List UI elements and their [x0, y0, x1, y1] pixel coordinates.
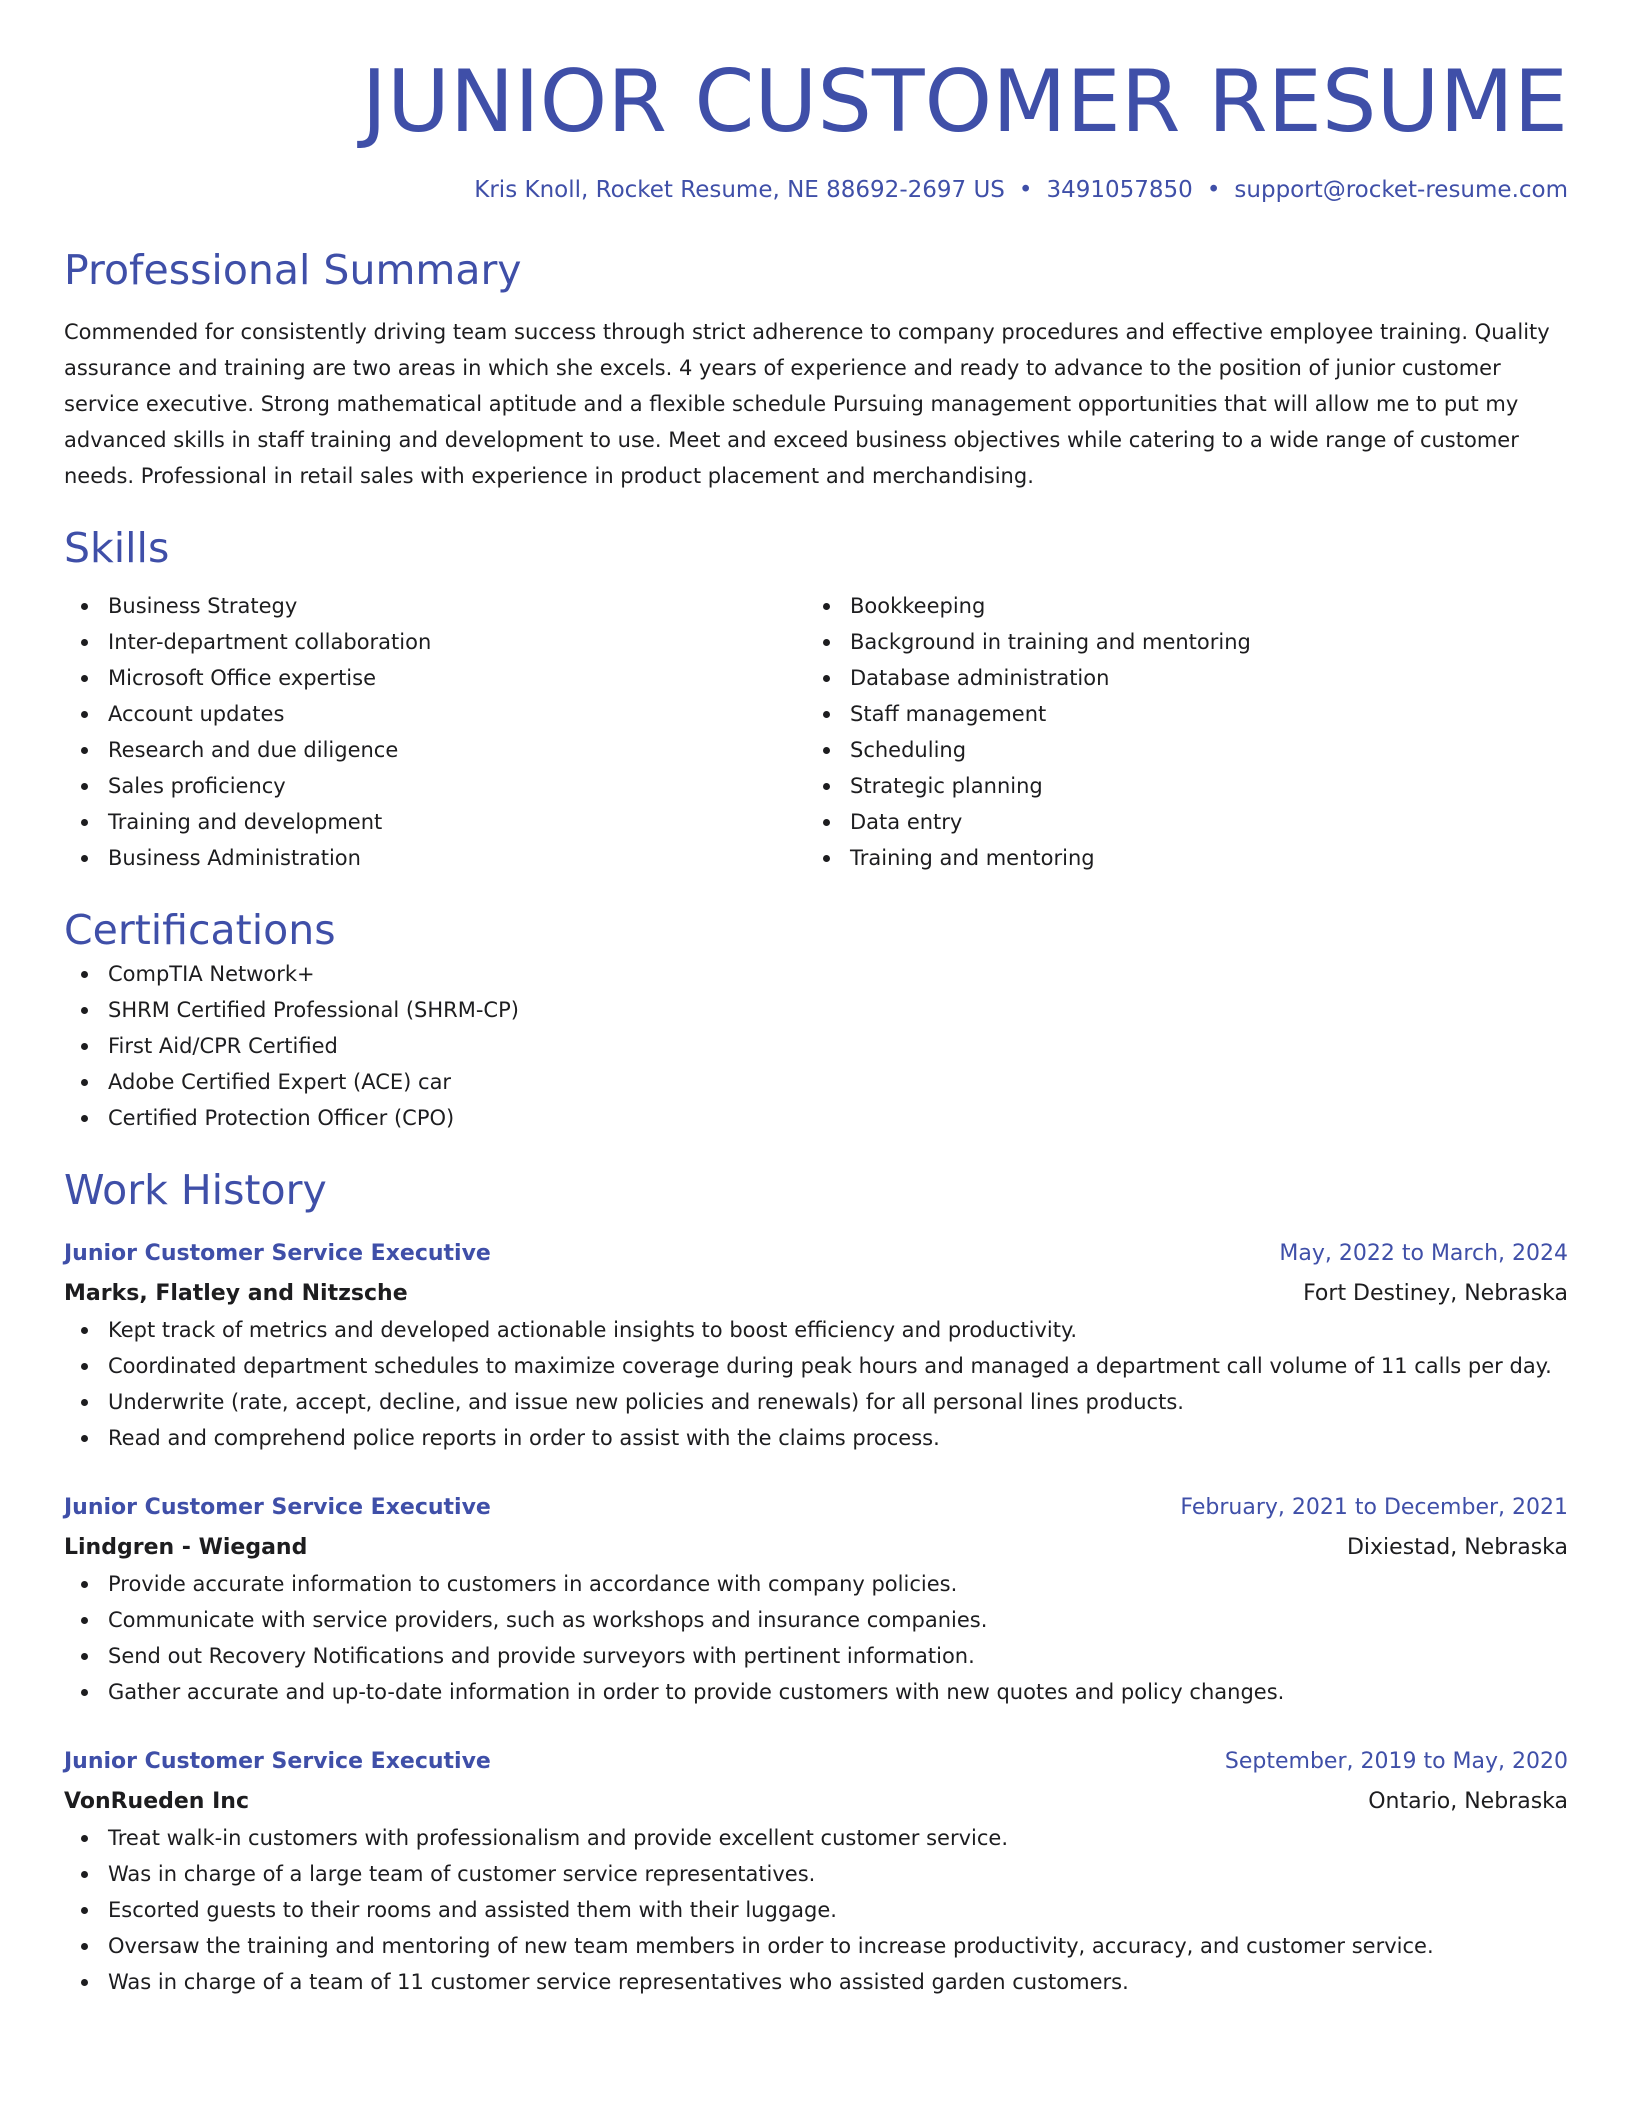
skill-item: Research and due diligence: [108, 732, 806, 768]
job-entry: [64, 1236, 1568, 1456]
job-bullet: Was in charge of a large team of customer service representatives.: [108, 1856, 1568, 1892]
skill-item: Business Strategy: [108, 588, 806, 624]
skills-column-left: [64, 588, 806, 876]
job-bullet: Underwrite (rate, accept, decline, and issue new policies and renewals) for all personal lines products.: [108, 1384, 1568, 1420]
summary-text: Commended for consistently driving team success through strict adherence to company procedures and effective employee training. Quality assurance and training are two areas in which she excels. 4 years of experience and ready to advance to the position of junior customer service executive. Strong mathematical aptitude and a flexible schedule Pursuing management opportunities that will allow me to put my advanced skills in staff training and development to use. Meet and exceed business objectives while catering to a wide range of customer needs. Professional in retail sales with experience in product placement and merchandising.: [64, 320, 1550, 488]
skill-item: Sales proficiency: [108, 768, 806, 804]
contact-separator: •: [1018, 177, 1033, 203]
job-role: Junior Customer Service Executive: [64, 1749, 491, 1774]
contact-phone: 3491057850: [1046, 177, 1193, 203]
job-company: Marks, Flatley and Nitzsche: [64, 1281, 408, 1306]
skill-item: Microsoft Office expertise: [108, 660, 806, 696]
job-dates: February, 2021 to December, 2021: [1180, 1495, 1568, 1520]
job-header: [64, 1490, 1568, 1526]
skills-column-right: [806, 588, 1548, 876]
job-bullet: Oversaw the training and mentoring of new team members in order to increase productivity, accuracy, and customer service.: [108, 1928, 1568, 1964]
job-bullet: Gather accurate and up-to-date information in order to provide customers with new quotes and policy changes.: [108, 1674, 1568, 1710]
section-title-work-history: Work History: [64, 1166, 327, 1214]
skill-item: Training and development: [108, 804, 806, 840]
skill-item: Account updates: [108, 696, 806, 732]
job-subheader: [64, 1784, 1568, 1820]
certification-item: Adobe Certified Expert (ACE) car: [108, 1064, 1568, 1100]
skills-grid: [64, 588, 1568, 876]
certification-item: First Aid/CPR Certified: [108, 1028, 1568, 1064]
certification-item: SHRM Certified Professional (SHRM-CP): [108, 992, 1568, 1028]
job-company: Lindgren - Wiegand: [64, 1535, 308, 1560]
skill-item: Background in training and mentoring: [850, 624, 1548, 660]
resume-title: JUNIOR CUSTOMER RESUME: [361, 52, 1568, 152]
certifications-list: [64, 956, 1568, 1136]
skills-list-right: [806, 588, 1548, 876]
certification-item: CompTIA Network+: [108, 956, 1568, 992]
skill-item: Strategic planning: [850, 768, 1548, 804]
skill-item: Business Administration: [108, 840, 806, 876]
resume-header: [64, 52, 1568, 206]
section-title-summary: Professional Summary: [64, 246, 522, 294]
certification-item: Certified Protection Officer (CPO): [108, 1100, 1568, 1136]
job-bullet: Was in charge of a team of 11 customer service representatives who assisted garden customers.: [108, 1964, 1568, 2000]
job-location: Fort Destiney, Nebraska: [1303, 1281, 1568, 1306]
skill-item: Scheduling: [850, 732, 1548, 768]
skill-item: Bookkeeping: [850, 588, 1548, 624]
skill-item: Database administration: [850, 660, 1548, 696]
job-entry: [64, 1490, 1568, 1710]
job-bullet: Send out Recovery Notifications and provide surveyors with pertinent information.: [108, 1638, 1568, 1674]
skills-list-left: [64, 588, 806, 876]
job-bullet: Treat walk-in customers with professionalism and provide excellent customer service.: [108, 1820, 1568, 1856]
job-bullet: Read and comprehend police reports in order to assist with the claims process.: [108, 1420, 1568, 1456]
job-bullet: Coordinated department schedules to maximize coverage during peak hours and managed a department call volume of 11 calls per day.: [108, 1348, 1568, 1384]
section-title-skills: Skills: [64, 524, 170, 572]
section-title-certifications: Certifications: [64, 906, 336, 954]
job-company: VonRueden Inc: [64, 1789, 250, 1814]
job-dates: May, 2022 to March, 2024: [1279, 1241, 1568, 1266]
job-bullets: [64, 1566, 1568, 1710]
contact-email: support@rocket-resume.com: [1234, 177, 1568, 203]
job-location: Dixiestad, Nebraska: [1346, 1535, 1568, 1560]
skill-item: Staff management: [850, 696, 1548, 732]
job-bullet: Kept track of metrics and developed actionable insights to boost efficiency and productivity.: [108, 1312, 1568, 1348]
job-bullets: [64, 1820, 1568, 2000]
skill-item: Data entry: [850, 804, 1548, 840]
job-bullet: Communicate with service providers, such as workshops and insurance companies.: [108, 1602, 1568, 1638]
job-role: Junior Customer Service Executive: [64, 1241, 491, 1266]
job-entry: [64, 1744, 1568, 2000]
job-bullet: Escorted guests to their rooms and assisted them with their luggage.: [108, 1892, 1568, 1928]
contact-address: Kris Knoll, Rocket Resume, NE 88692-2697 US: [474, 177, 1005, 203]
job-role: Junior Customer Service Executive: [64, 1495, 491, 1520]
job-header: [64, 1744, 1568, 1780]
job-dates: September, 2019 to May, 2020: [1224, 1749, 1568, 1774]
contact-line: [64, 174, 1568, 206]
skill-item: Training and mentoring: [850, 840, 1548, 876]
contact-separator: •: [1206, 177, 1221, 203]
job-header: [64, 1236, 1568, 1272]
job-bullet: Provide accurate information to customers in accordance with company policies.: [108, 1566, 1568, 1602]
job-location: Ontario, Nebraska: [1368, 1789, 1568, 1814]
job-subheader: [64, 1530, 1568, 1566]
job-bullets: [64, 1312, 1568, 1456]
skill-item: Inter-department collaboration: [108, 624, 806, 660]
job-subheader: [64, 1276, 1568, 1312]
